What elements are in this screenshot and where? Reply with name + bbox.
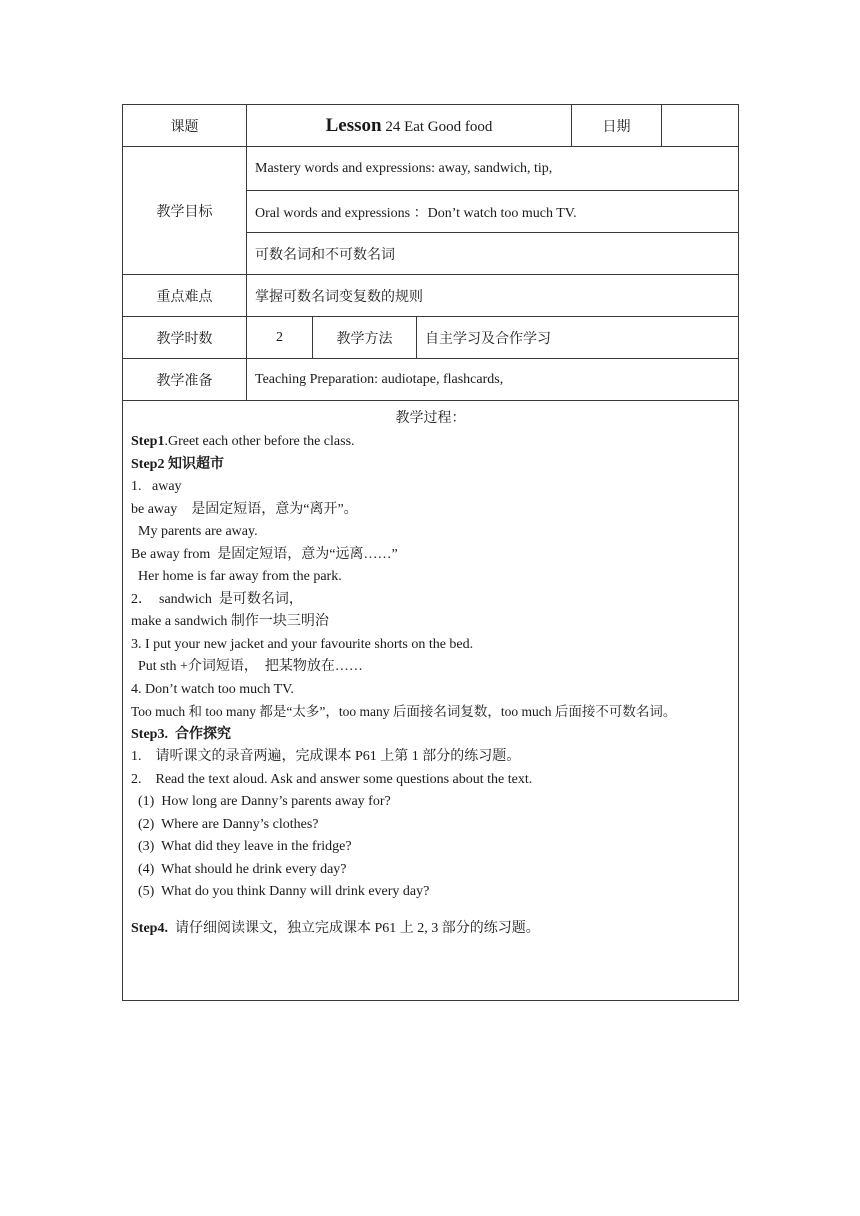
topic-label: 课题 xyxy=(123,105,247,147)
content-line: 3. I put your new jacket and your favourite shorts on the bed. xyxy=(131,636,474,652)
question-line: (3) What did they leave in the fridge? xyxy=(131,839,352,854)
question-line: (2) Where are Danny’s clothes? xyxy=(131,816,319,832)
content-line: Her home is far away from the park. xyxy=(131,569,342,584)
objective-line-2: Oral words and expressions ：Don’t watch too much TV. xyxy=(247,191,739,233)
step4-text: 请仔细阅读课文，独立完成课本 P61 上 2, 3 部分的练习题。 xyxy=(167,920,540,936)
date-value xyxy=(662,105,739,147)
objectives-label: 教学目标 xyxy=(123,147,247,275)
content-line: My parents are away. xyxy=(131,524,258,539)
step1-line xyxy=(131,431,730,454)
content-line: Be away from 是固定短语，意为“远离……” xyxy=(131,546,398,562)
process-heading: 教学过程： xyxy=(395,411,466,426)
objective-line-1: Mastery words and expressions: away, sandwich, tip, xyxy=(247,147,739,191)
step3-heading-text: Step3. 合作探究 xyxy=(131,726,231,742)
content-line: 4. Don’t watch too much TV. xyxy=(131,681,294,697)
date-label: 日期 xyxy=(572,105,662,147)
preparation-label: 教学准备 xyxy=(123,359,247,401)
content-line: make a sandwich 制作一块三明治 xyxy=(131,614,329,629)
content-line: be away 是固定短语，意为“离开”。 xyxy=(131,501,358,517)
hours-label: 教学时数 xyxy=(123,317,247,359)
content-line: 2. Read the text aloud. Ask and answer some questions about the text. xyxy=(131,771,533,787)
preparation-row xyxy=(123,359,739,401)
hours-row xyxy=(123,317,739,359)
content-line: 2． sandwich 是可数名词， xyxy=(131,591,303,607)
process-row xyxy=(123,401,739,1001)
step1-bold: Step1 xyxy=(131,434,165,449)
spacer xyxy=(131,904,730,918)
step4-line xyxy=(131,918,730,941)
content-line: 1. 请听课文的录音两遍，完成课本 P61 上第 1 部分的练习题。 xyxy=(131,749,521,764)
content-line: Too much 和 too many 都是“太多”，too many 后面接名词复数，too much 后面接不可数名词。 xyxy=(131,704,677,719)
step4-bold: Step4. xyxy=(131,920,168,936)
method-label: 教学方法 xyxy=(313,317,417,359)
teaching-process xyxy=(123,401,739,1001)
lesson-title-bold: Lesson xyxy=(325,114,382,136)
method-value: 自主学习及合作学习 xyxy=(417,317,739,359)
content-line: Put sth +介词短语， 把某物放在…… xyxy=(131,659,363,674)
question-line: (1) How long are Danny’s parents away for? xyxy=(131,794,391,809)
step2-heading xyxy=(131,454,730,477)
objective-line-3: 可数名词和不可数名词 xyxy=(247,233,739,275)
objectives-row-1 xyxy=(123,147,739,191)
step2-heading-text: Step2 知识超市 xyxy=(131,456,224,472)
lesson-title-rest: 24 Eat Good food xyxy=(381,118,493,135)
title-row xyxy=(123,105,739,147)
question-line: (4) What should he drink every day? xyxy=(131,861,347,877)
question-line: (5) What do you think Danny will drink every day? xyxy=(131,884,430,899)
content-line: 1. away xyxy=(131,479,182,494)
lesson-plan-table xyxy=(122,104,739,1001)
key-points-row xyxy=(123,275,739,317)
key-points-value: 掌握可数名词变复数的规则 xyxy=(247,275,739,317)
lesson-title xyxy=(247,105,572,147)
preparation-value: Teaching Preparation: audiotape, flashcards, xyxy=(247,359,739,401)
step1-text: .Greet each other before the class. xyxy=(164,434,355,449)
step3-heading xyxy=(131,724,730,747)
key-points-label: 重点难点 xyxy=(123,275,247,317)
hours-value: 2 xyxy=(247,317,313,359)
